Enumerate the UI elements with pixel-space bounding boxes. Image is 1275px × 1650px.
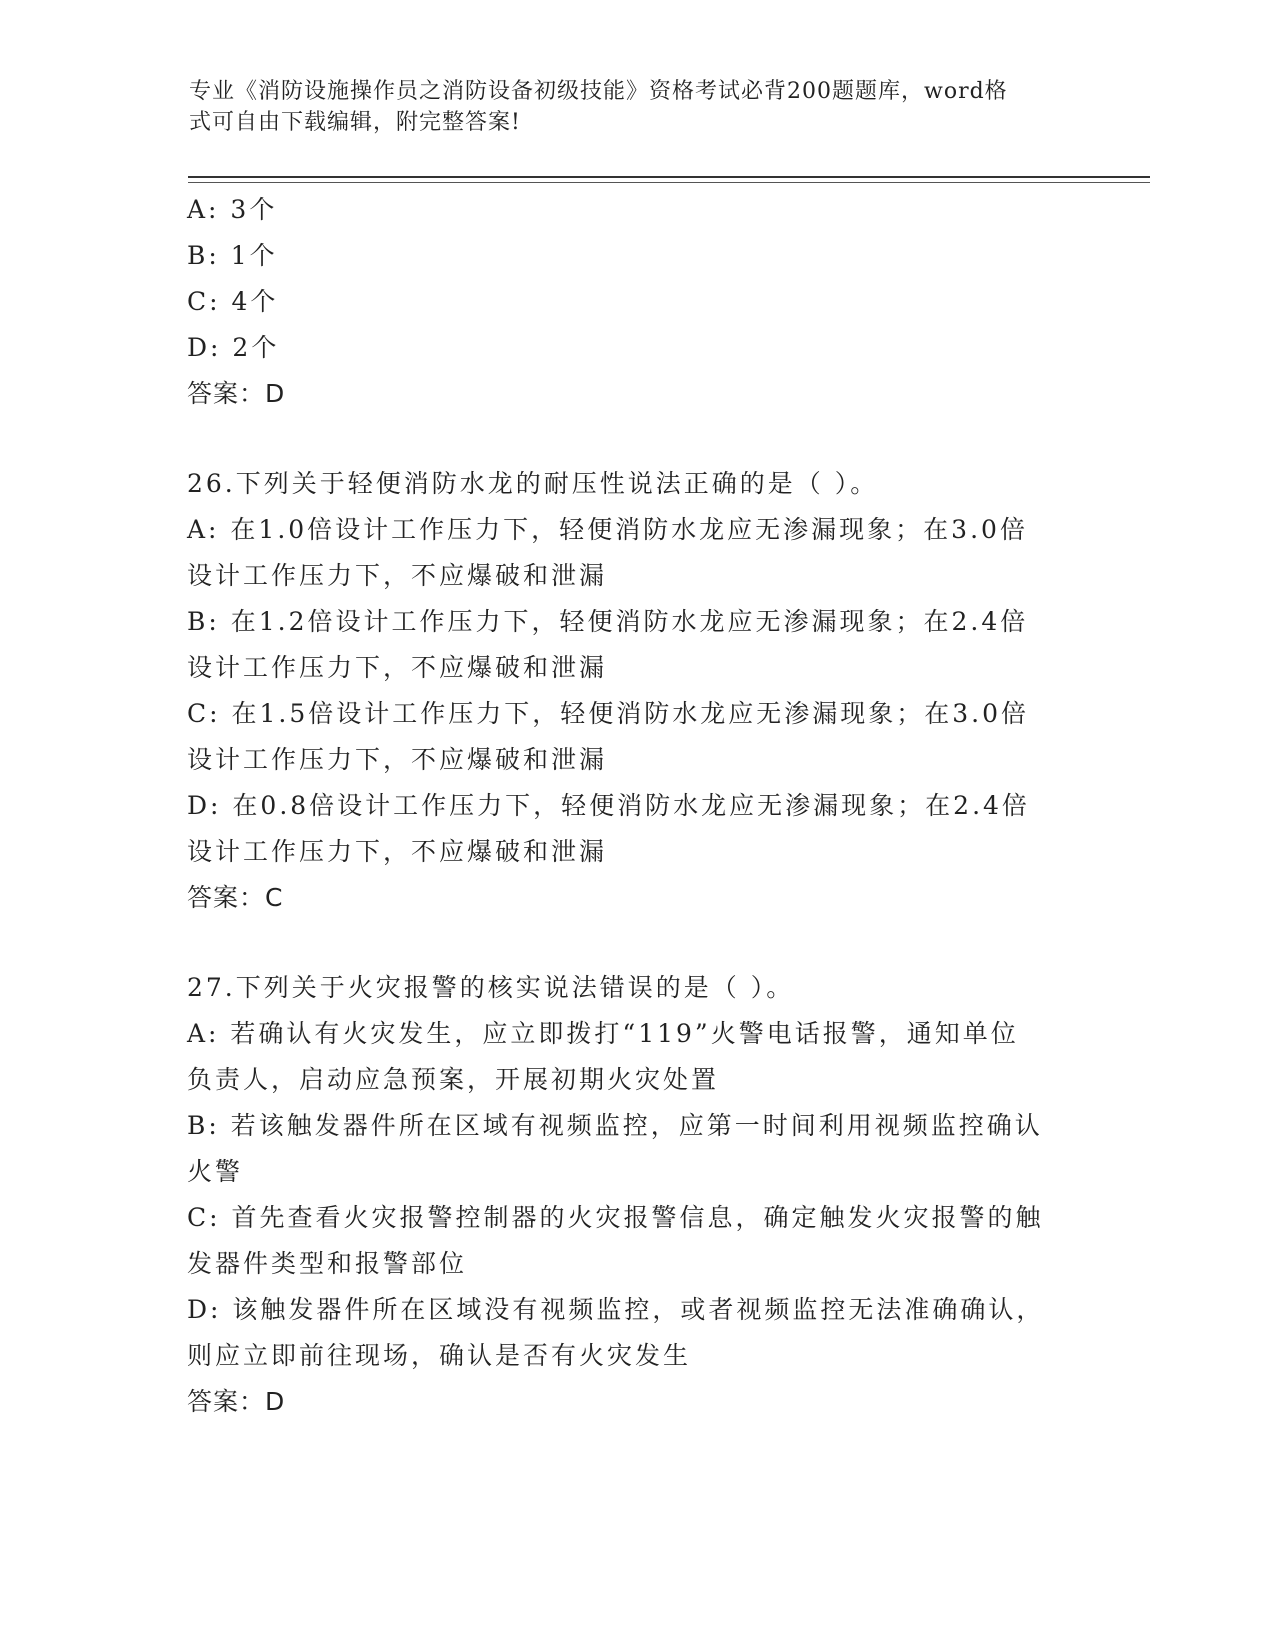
option-c-line-2: 发器件类型和报警部位	[187, 1249, 468, 1278]
question-27	[187, 965, 1087, 1425]
question-list	[187, 187, 1087, 1425]
option-a-line-2: 负责人，启动应急预案，开展初期火灾处置	[187, 1065, 720, 1094]
option-c-line-1: C: 首先查看火灾报警控制器的火灾报警信息，确定触发火灾报警的触	[187, 1203, 1044, 1232]
option-a-line-2: 设计工作压力下，不应爆破和泄漏	[187, 561, 608, 590]
header-line-1: 专业《消防设施操作员之消防设备初级技能》资格考试必背200题题库，word格	[189, 79, 1008, 104]
answer-line: 答案：D	[187, 379, 286, 408]
option-c: C: 4个	[187, 287, 279, 316]
option-a: A: 3个	[187, 195, 278, 224]
option-a-line-1: A: 若确认有火灾发生，应立即拨打“119”火警电话报警，通知单位	[187, 1019, 1019, 1048]
header-divider-thin	[188, 182, 1150, 183]
option-d-line-2: 则应立即前往现场，确认是否有火灾发生	[187, 1341, 692, 1370]
header-divider-thick	[188, 176, 1150, 178]
question-26	[187, 461, 1087, 921]
option-d-line-1: D: 该触发器件所在区域没有视频监控，或者视频监控无法准确确认，	[187, 1295, 1045, 1324]
answer-line: 答案：C	[187, 883, 284, 912]
question-stem: 26.下列关于轻便消防水龙的耐压性说法正确的是（ ）。	[187, 469, 879, 498]
question-stem: 27.下列关于火灾报警的核实说法错误的是（ ）。	[187, 973, 795, 1002]
question-gap	[187, 417, 1087, 461]
option-b-line-1: B: 若该触发器件所在区域有视频监控，应第一时间利用视频监控确认	[187, 1111, 1043, 1140]
option-c-line-1: C: 在1.5倍设计工作压力下，轻便消防水龙应无渗漏现象；在3.0倍	[187, 699, 1030, 728]
question-gap	[187, 921, 1087, 965]
question-25-continued	[187, 187, 1087, 417]
option-b-line-2: 火警	[187, 1157, 244, 1186]
option-d-line-1: D: 在0.8倍设计工作压力下，轻便消防水龙应无渗漏现象；在2.4倍	[187, 791, 1030, 820]
answer-line: 答案：D	[187, 1387, 286, 1416]
option-d: D: 2个	[187, 333, 280, 362]
option-d-line-2: 设计工作压力下，不应爆破和泄漏	[187, 837, 608, 866]
option-a-line-1: A: 在1.0倍设计工作压力下，轻便消防水龙应无渗漏现象；在3.0倍	[187, 515, 1028, 544]
option-b-line-1: B: 在1.2倍设计工作压力下，轻便消防水龙应无渗漏现象；在2.4倍	[187, 607, 1029, 636]
document-header	[189, 76, 1089, 138]
option-b: B: 1个	[187, 241, 278, 270]
option-b-line-2: 设计工作压力下，不应爆破和泄漏	[187, 653, 608, 682]
option-c-line-2: 设计工作压力下，不应爆破和泄漏	[187, 745, 608, 774]
header-line-2: 式可自由下载编辑，附完整答案!	[189, 110, 521, 135]
